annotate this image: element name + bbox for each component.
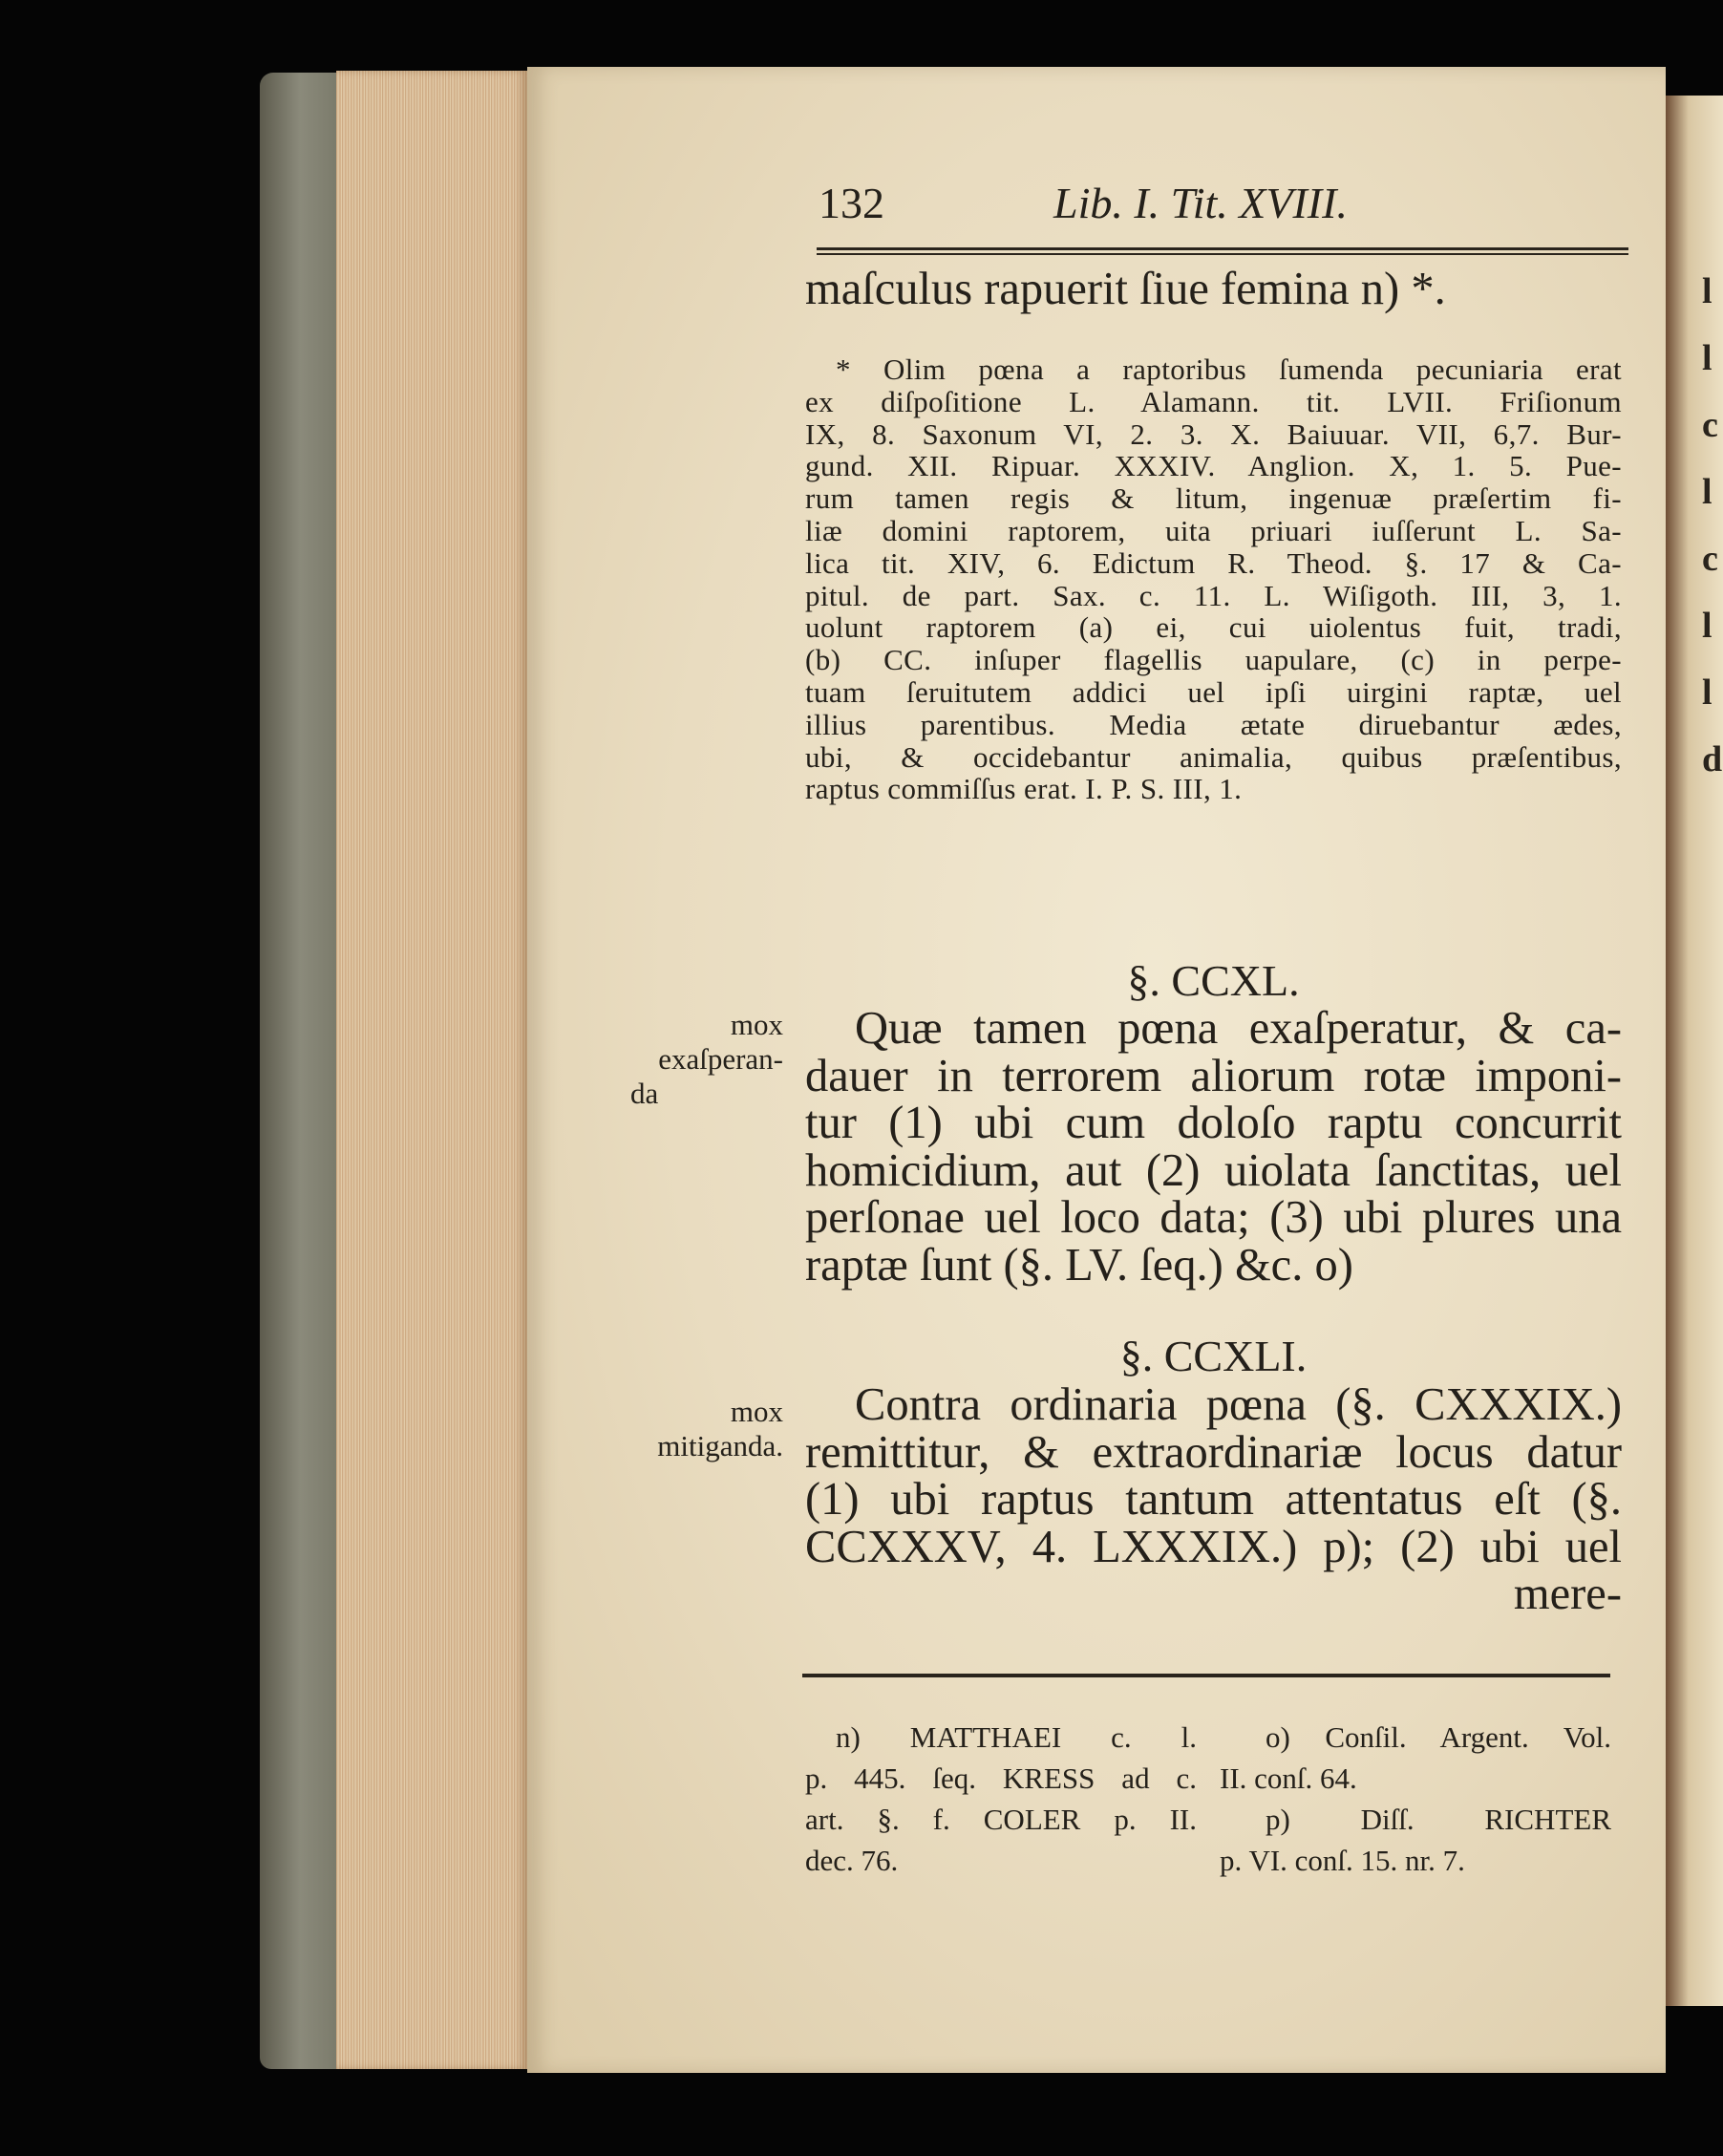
- text-line: perſonae uel loco data; (3) ubi plures una: [805, 1192, 1622, 1243]
- note-line: rum tamen regis & litum, ingenuæ præſertim fi-: [805, 481, 1622, 516]
- note-line: pitul. de part. Sax. c. 11. L. Wiſigoth. III, 3, 1.: [805, 578, 1622, 612]
- footnote-rule: [802, 1674, 1610, 1677]
- facing-page-fragments: [1702, 258, 1723, 793]
- note-line: ex diſpoſitione L. Alamann. tit. LVII. Friſionum: [805, 384, 1622, 418]
- footnotes-left: [805, 1717, 1197, 1881]
- footnote-line: p. 445. ſeq. KRESS ad c.: [805, 1761, 1197, 1795]
- margin-line: exaſperan-: [658, 1042, 783, 1076]
- header-rule: [817, 247, 1628, 250]
- text-line: tur (1) ubi cum doloſo raptu concurrit: [805, 1098, 1622, 1148]
- continued-text: [805, 266, 1622, 313]
- text-line: dauer in terrorem aliorum rotæ imponi-: [805, 1050, 1622, 1101]
- note-line: liæ domini raptorem, uita priuari iuſſerunt L. Sa-: [805, 513, 1622, 547]
- note-line: * Olim pœna a raptoribus ſumenda pecuniaria erat: [836, 352, 1622, 386]
- margin-line: da: [630, 1077, 659, 1110]
- running-title: Lib. I. Tit. XVIII.: [1053, 179, 1348, 227]
- footnote-line: art. §. f. COLER p. II.: [805, 1803, 1197, 1836]
- text-line: raptæ ſunt (§. LV. ſeq.) &c. o): [805, 1239, 1353, 1291]
- text-line: (1) ubi raptus tantum attentatus eſt (§.: [805, 1474, 1622, 1525]
- text-line: CCXXXV, 4. LXXXIX.) p); (2) ubi uel: [805, 1521, 1622, 1572]
- note-line: raptus commiſſus erat. I. P. S. III, 1.: [805, 772, 1243, 806]
- asterisk-note: [805, 353, 1622, 805]
- margin-line: mox: [730, 1008, 783, 1041]
- note-line: ubi, & occidebantur animalia, quibus præſentibus,: [805, 739, 1622, 774]
- page-number: 132: [819, 179, 884, 227]
- fragment: l: [1702, 338, 1712, 378]
- text-line: mere-: [1513, 1569, 1622, 1619]
- note-line: illius parentibus. Media ætate diruebantur ædes,: [805, 707, 1622, 741]
- section-240-text: [805, 1005, 1622, 1289]
- page-edges: [336, 71, 527, 2069]
- section-heading-241: §. CCXLI.: [1119, 1332, 1308, 1380]
- margin-note-241: [592, 1395, 783, 1463]
- section-heading-240: §. CCXL.: [1127, 956, 1300, 1005]
- footnote-line: p) Diſſ. RICHTER: [1266, 1803, 1611, 1836]
- section-241-text: [805, 1381, 1622, 1618]
- note-line: (b) CC. inſuper flagellis uapulare, (c) in perpe-: [805, 643, 1622, 677]
- footnotes-right: [1220, 1717, 1611, 1881]
- fragment: l: [1702, 606, 1712, 646]
- footnote-line: dec. 76.: [805, 1844, 899, 1877]
- note-line: lica tit. XIV, 6. Edictum R. Theod. §. 17 & Ca-: [805, 545, 1622, 580]
- note-line: uolunt raptorem (a) ei, cui uiolentus fuit, tradi,: [805, 610, 1622, 645]
- fragment: l: [1702, 271, 1712, 311]
- fragment: c: [1702, 539, 1718, 579]
- text-line: maſculus rapuerit ſiue femina n) *.: [805, 264, 1446, 314]
- note-line: gund. XII. Ripuar. XXXIV. Anglion. X, 1. 5. Pue-: [805, 449, 1622, 483]
- footnote-line: p. VI. conſ. 15. nr. 7.: [1220, 1844, 1465, 1877]
- margin-note-240: [592, 1008, 783, 1111]
- text-line: Quæ tamen pœna exaſperatur, & ca-: [855, 1003, 1622, 1054]
- fragment: l: [1702, 472, 1712, 512]
- margin-line: mitiganda.: [657, 1429, 783, 1462]
- text-line: Contra ordinaria pœna (§. CXXXIX.): [855, 1379, 1622, 1430]
- text-line: homicidium, aut (2) uiolata ſanctitas, uel: [805, 1144, 1622, 1196]
- note-line: IX, 8. Saxonum VI, 2. 3. X. Baiuuar. VII, 6,7. Bur-: [805, 416, 1622, 451]
- footnote-line: o) Conſil. Argent. Vol.: [1266, 1720, 1611, 1754]
- header-rule-thin: [817, 253, 1628, 255]
- fragment: l: [1702, 672, 1712, 713]
- text-line: remittitur, & extraordinariæ locus datur: [805, 1426, 1622, 1478]
- footnote-line: II. conſ. 64.: [1220, 1761, 1357, 1795]
- fragment: d: [1702, 739, 1723, 779]
- fragment: c: [1702, 405, 1718, 445]
- footnote-line: n) MATTHAEI c. l.: [836, 1720, 1197, 1754]
- note-line: tuam ſeruitutem addici uel ipſi uirgini raptæ, uel: [805, 674, 1622, 709]
- margin-line: mox: [730, 1395, 783, 1428]
